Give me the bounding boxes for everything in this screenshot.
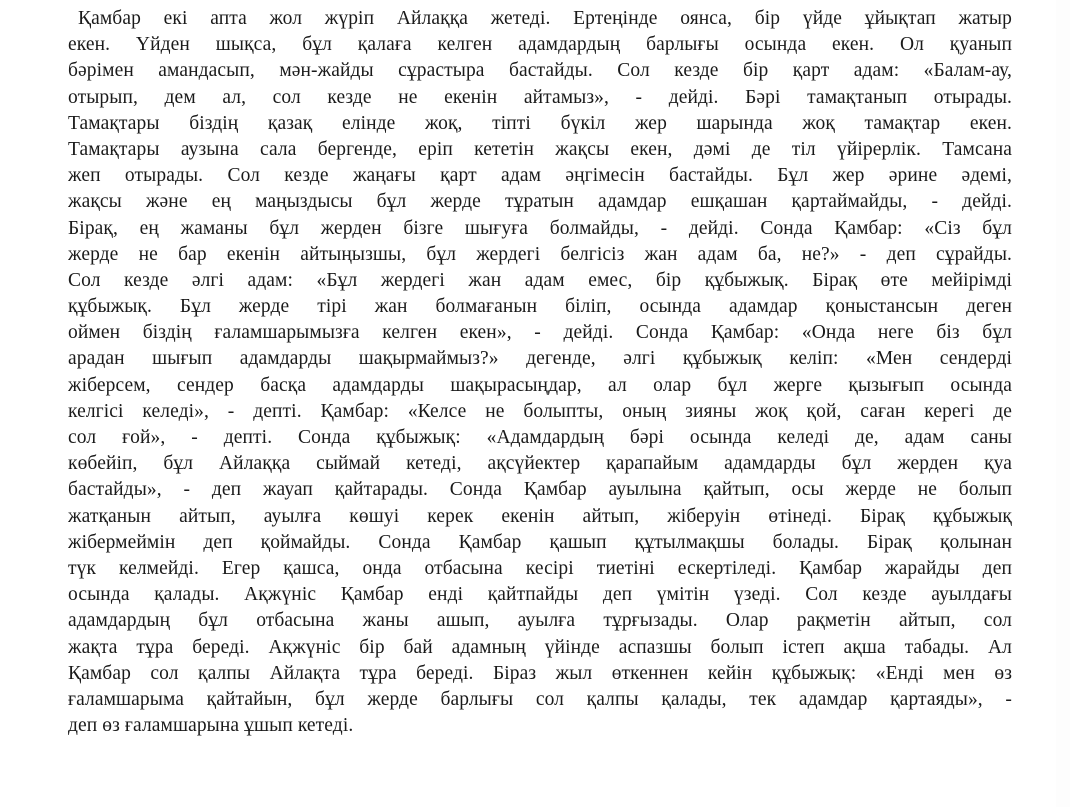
text-line: Тамақтары біздің қазақ елінде жоқ, тіпті бүкіл жер шарында жоқ тамақтар екен.	[68, 112, 1012, 134]
text-line: жіберсем, сендер басқа адамдарды шақырасыңдар, ал олар бұл жерге қызығып осында	[68, 374, 1012, 396]
text-line: жатқанын айтып, ауылға көшуі керек екенін айтып, жіберуін өтінеді. Бірақ құбыжық	[68, 505, 1012, 527]
text-line: екен. Үйден шықса, бұл қалаға келген адамдардың барлығы осында екен. Ол қуанып	[68, 34, 1012, 56]
text-line: Қамбар екі апта жол жүріп Айлаққа жетеді. Ертеңінде оянса, бір үйде ұйықтап жатыр	[78, 8, 1012, 29]
text-line: бастайды», - деп жауап қайтарады. Сонда Қамбар ауылына қайтып, осы жерде не болып	[68, 479, 1012, 501]
text-line: бәрімен амандасып, мән-жайды сұрастыра бастайды. Сол кезде бір қарт адам: «Балам-ау,	[68, 60, 1012, 82]
text-line: құбыжық. Бұл жерде тірі жан болмағанын біліп, осында адамдар қоныстансын деген	[68, 296, 1012, 318]
text-line: Қамбар сол қалпы Айлақта тұра береді. Біраз жыл өткеннен кейін құбыжық: «Енді мен өз	[68, 662, 1012, 684]
text-line: жібермеймін деп қоймайды. Сонда Қамбар қашып құтылмақшы болады. Бірақ қолынан	[68, 531, 1012, 553]
text-line: деп өз ғаламшарына ұшып кетеді.	[68, 715, 354, 737]
text-line: осында қалады. Ақжүніс Қамбар енді қайтпайды деп үмітін үзеді. Сол кезде ауылдағы	[68, 584, 1012, 606]
text-line: жақсы және ең маңыздысы бұл жерде тұратын адамдар ешқашан қартаймайды, - дейді.	[68, 191, 1012, 213]
text-line: жақта тұра береді. Ақжүніс бір бай адамның үйінде аспазшы болып істеп ақша табады. Ал	[68, 636, 1012, 658]
page-edge	[1056, 0, 1070, 807]
text-line: оймен біздің ғаламшарымызға келген екен», - дейді. Сонда Қамбар: «Онда неге біз бұл	[68, 322, 1012, 344]
text-line: арадан шығып адамдарды шақырмаймыз?» дегенде, әлгі құбыжық келіп: «Мен сендерді	[68, 348, 1012, 370]
text-line: жеп отырады. Сол кезде жаңағы қарт адам әңгімесін бастайды. Бұл жер әрине әдемі,	[68, 165, 1012, 187]
text-line: Тамақтары аузына сала бергенде, еріп кететін жақсы екен, дәмі де тіл үйірерлік. Тамсана	[68, 138, 1012, 160]
text-line: жерде не бар екенін айтыңызшы, бұл жердегі белгісіз жан адам ба, не?» - деп сұрайды.	[68, 243, 1012, 265]
text-line: Сол кезде әлгі адам: «Бұл жердегі жан адам емес, бір құбыжық. Бірақ өте мейірімді	[68, 269, 1012, 291]
text-line: түк келмейді. Егер қашса, онда отбасына кесірі тиетіні ескертіледі. Қамбар жарайды деп	[68, 557, 1012, 579]
story-text	[68, 6, 1012, 739]
text-line: келгісі келеді», - депті. Қамбар: «Келсе не болыпты, оның зияны жоқ қой, саған керегі де	[68, 400, 1012, 422]
text-line: Бірақ, ең жаманы бұл жерден бізге шығуға болмайды, - дейді. Сонда Қамбар: «Сіз бұл	[68, 217, 1012, 239]
text-line: көбейіп, бұл Айлаққа сыймай кетеді, ақсүйектер қарапайым адамдарды бұл жерден қуа	[68, 453, 1012, 475]
text-line: ғаламшарыма қайтайын, бұл жерде барлығы сол қалпы қалады, тек адамдар қартаяды», -	[68, 688, 1012, 710]
text-line: сол ғой», - депті. Сонда құбыжық: «Адамдардың бәрі осында келеді де, адам саны	[68, 427, 1012, 448]
text-line: отырып, дем ал, сол кезде не екенін айтамыз», - дейді. Бәрі тамақтанып отырады.	[68, 86, 1012, 108]
text-line: адамдардың бұл отбасына жаны ашып, ауылға тұрғызады. Олар рақметін айтып, сол	[68, 610, 1012, 632]
